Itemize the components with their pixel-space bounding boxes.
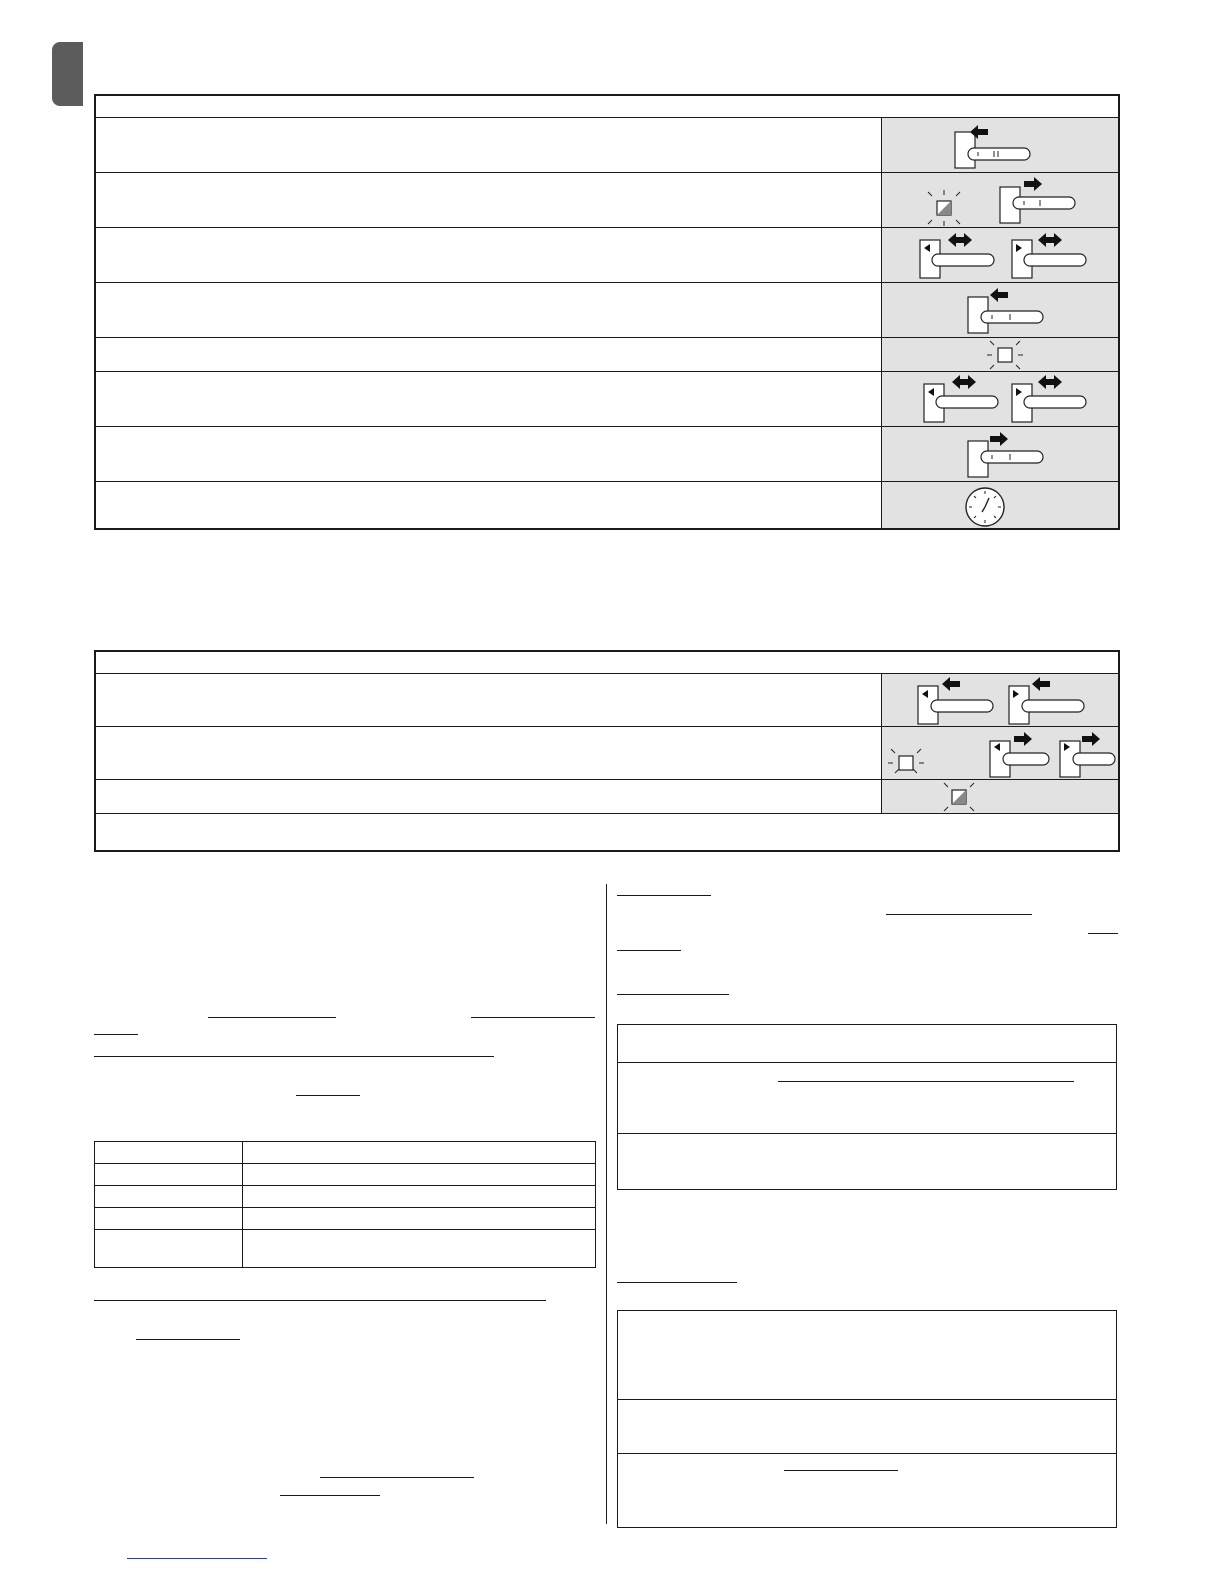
note-box — [617, 1024, 1117, 1190]
step-text — [95, 673, 881, 726]
underline — [778, 1081, 1074, 1082]
underline — [886, 914, 1032, 915]
table-header — [95, 95, 1119, 117]
step-icon-cell — [881, 426, 1119, 481]
led-and-release-two-buttons-icon — [882, 727, 1119, 780]
table-cell — [243, 1186, 596, 1208]
step-text — [95, 172, 881, 227]
table-cell — [243, 1142, 596, 1164]
table-cell — [95, 1186, 243, 1208]
procedure-table-2 — [94, 650, 1120, 852]
underline — [136, 1339, 240, 1340]
step-icon-cell — [881, 227, 1119, 282]
table-footer — [95, 813, 1119, 851]
table-cell — [243, 1230, 596, 1268]
underline — [617, 895, 711, 896]
footer-link[interactable] — [127, 1558, 267, 1559]
step-icon-cell — [881, 282, 1119, 337]
underline — [94, 1034, 138, 1035]
underline — [617, 1282, 737, 1283]
box-row — [618, 1311, 1116, 1399]
table-cell — [95, 1142, 243, 1164]
table-header — [95, 651, 1119, 673]
step-text — [95, 371, 881, 426]
clock-icon — [882, 482, 1119, 530]
underline — [296, 1095, 360, 1096]
led-on-icon — [882, 338, 1119, 372]
finger-press-button-icon — [882, 283, 1119, 338]
step-icon-cell — [881, 726, 1119, 779]
table-cell — [95, 1208, 243, 1230]
box-row — [618, 1062, 1116, 1133]
language-tab — [52, 42, 83, 106]
underline — [208, 1017, 336, 1018]
table-cell — [95, 1230, 243, 1268]
underline — [280, 1495, 380, 1496]
underline — [617, 994, 729, 995]
box-row — [618, 1133, 1116, 1188]
led-blink-icon — [882, 780, 1119, 814]
table-cell — [95, 1164, 243, 1186]
underline — [94, 1300, 546, 1301]
step-icon-cell — [881, 172, 1119, 227]
finger-press-two-buttons-icon — [882, 674, 1119, 727]
step-text — [95, 481, 881, 529]
specification-table — [94, 1141, 596, 1268]
box-row — [618, 1025, 1116, 1062]
finger-press-both-buttons-icon — [882, 372, 1119, 427]
table-cell — [243, 1208, 596, 1230]
underline — [617, 950, 681, 951]
underline — [471, 1017, 595, 1018]
underline — [1088, 933, 1118, 934]
step-icon-cell — [881, 337, 1119, 371]
step-text — [95, 227, 881, 282]
step-text — [95, 337, 881, 371]
box-row — [618, 1453, 1116, 1524]
step-icon-cell — [881, 117, 1119, 172]
table-cell — [243, 1164, 596, 1186]
finger-press-both-buttons-icon — [882, 228, 1119, 283]
underline — [784, 1470, 898, 1471]
step-icon-cell — [881, 673, 1119, 726]
note-box — [617, 1310, 1117, 1528]
step-text — [95, 779, 881, 813]
underline — [94, 1056, 494, 1057]
procedure-table-1 — [94, 94, 1120, 530]
step-text — [95, 426, 881, 481]
step-icon-cell — [881, 371, 1119, 426]
step-icon-cell — [881, 779, 1119, 813]
column-divider — [606, 884, 607, 1524]
step-text — [95, 117, 881, 172]
step-icon-cell — [881, 481, 1119, 529]
box-row — [618, 1399, 1116, 1453]
step-text — [95, 726, 881, 779]
finger-release-button-icon — [882, 427, 1119, 482]
led-blink-and-release-icon — [882, 173, 1119, 228]
underline — [320, 1477, 474, 1478]
step-text — [95, 282, 881, 337]
finger-press-button-icon — [882, 118, 1119, 173]
